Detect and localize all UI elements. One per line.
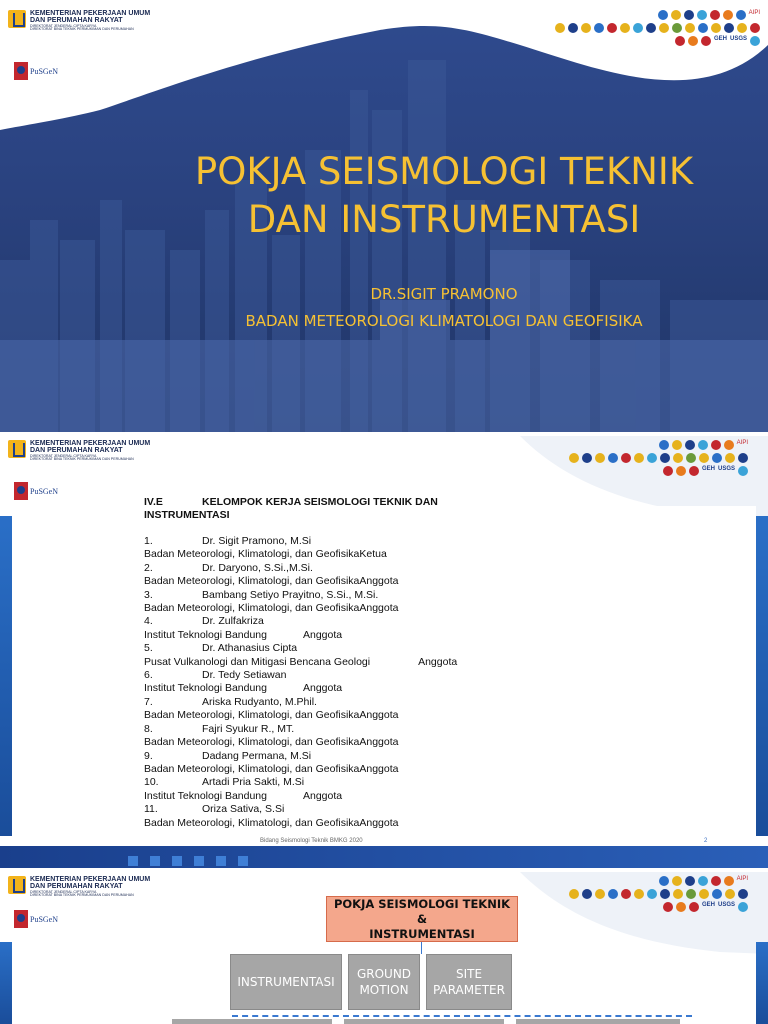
- ministry-name-line1: KEMENTERIAN PEKERJAAN UMUM: [30, 876, 151, 883]
- member-role: Anggota: [359, 816, 399, 829]
- section-title-line2: INSTRUMENTASI: [144, 508, 230, 521]
- slide-member-list: [0, 436, 768, 868]
- org-box-site-line1: SITE: [455, 967, 483, 981]
- pupr-logo: [8, 440, 150, 462]
- member-number: 9.: [144, 749, 153, 762]
- member-number: 11.: [144, 803, 158, 816]
- org-box-instrumentasi-label: INSTRUMENTASI: [237, 975, 335, 989]
- org-connector: [421, 942, 422, 954]
- member-name: Oriza Sativa, S.Si: [202, 803, 285, 816]
- member-name: Bambang Setiyo Prayitno, S.Si., M.Si.: [202, 588, 379, 601]
- right-accent-bar: [756, 942, 768, 1024]
- org-box-instrumentasi: [230, 954, 342, 1010]
- member-document: [144, 496, 604, 830]
- pusgen-emblem-icon: [14, 910, 28, 928]
- logo-label-usgs: USGS: [717, 902, 735, 908]
- member-organization: Badan Meteorologi, Klimatologi, dan Geofisika: [144, 816, 360, 829]
- member-row: [144, 642, 604, 655]
- logo-label-usgs: USGS: [729, 36, 747, 42]
- member-affiliation-row: [144, 709, 604, 722]
- pusgen-emblem-icon: [14, 482, 28, 500]
- member-number: 1.: [144, 535, 153, 547]
- member-organization: Badan Meteorologi, Klimatologi, dan Geofisika: [144, 575, 360, 588]
- ministry-name-line1: KEMENTERIAN PEKERJAAN UMUM: [30, 440, 151, 447]
- slide-title: [0, 0, 768, 432]
- member-affiliation-row: [144, 817, 604, 830]
- member-role: Anggota: [418, 655, 458, 668]
- org-box-sub-1: [172, 1019, 332, 1024]
- member-row: [144, 535, 604, 548]
- member-number: 6.: [144, 669, 153, 682]
- member-affiliation-row: [144, 575, 604, 588]
- section-title-line1: KELOMPOK KERJA SEISMOLOGI TEKNIK DAN: [202, 496, 438, 508]
- directorate-line1: DIREKTORAT JENDERAL CIPTA KARYA: [30, 23, 97, 28]
- title-line1: POKJA SEISMOLOGI TEKNIK: [194, 150, 694, 193]
- member-organization: Badan Meteorologi, Klimatologi, dan Geofisika: [144, 548, 360, 561]
- member-organization: Badan Meteorologi, Klimatologi, dan Geofisika: [144, 736, 360, 749]
- member-organization: Institut Teknologi Bandung: [144, 682, 267, 695]
- member-number: 10.: [144, 776, 159, 789]
- member-affiliation-row: [144, 602, 604, 615]
- member-role: Anggota: [359, 736, 399, 749]
- logo-label-aipi: AIPI: [748, 10, 760, 16]
- partner-logos: [555, 10, 760, 46]
- member-row: [144, 589, 604, 602]
- pusgen-label: PuSGeN: [30, 486, 59, 496]
- left-accent-bar: [0, 516, 12, 836]
- member-number: 4.: [144, 615, 153, 628]
- pupr-emblem-icon: [8, 876, 26, 894]
- member-number: 8.: [144, 722, 153, 735]
- slide-org-chart: [0, 872, 768, 1024]
- org-box-ground-motion: [348, 954, 420, 1010]
- logo-label-aipi: AIPI: [736, 440, 748, 446]
- logo-label-usgs: USGS: [717, 466, 735, 472]
- member-affiliation-row: [144, 736, 604, 749]
- member-organization: Badan Meteorologi, Klimatologi, dan Geofisika: [144, 762, 360, 775]
- member-role: Anggota: [359, 602, 399, 615]
- pusgen-logo: [14, 910, 58, 928]
- member-affiliation-row: [144, 548, 604, 561]
- directorate-line2: DIREKTORAT BINA TEKNIK PERMUKIMAN DAN PERUMAHAN: [30, 457, 134, 462]
- member-role: Anggota: [302, 789, 343, 802]
- slide-title-heading: [0, 148, 768, 244]
- org-box-ground-line1: GROUND: [356, 967, 412, 981]
- member-organization: Badan Meteorologi, Klimatologi, dan Geofisika: [144, 709, 360, 722]
- member-role: Anggota: [359, 762, 399, 775]
- member-affiliation-row: [144, 629, 604, 642]
- directorate-line2: DIREKTORAT BINA TEKNIK PERMUKIMAN DAN PERUMAHAN: [30, 893, 134, 898]
- ministry-name-line1: KEMENTERIAN PEKERJAAN UMUM: [30, 10, 151, 17]
- pupr-emblem-icon: [8, 10, 26, 28]
- member-row: [144, 615, 604, 628]
- member-affiliation-row: [144, 682, 604, 695]
- footer-text: Bidang Seismologi Teknik BMKG 2020: [260, 838, 363, 844]
- member-organization: Institut Teknologi Bandung: [144, 789, 267, 802]
- member-row: [144, 696, 604, 709]
- right-accent-bar: [756, 516, 768, 836]
- member-name: Dr. Tedy Setiawan: [202, 669, 287, 682]
- member-role: Ketua: [359, 548, 387, 561]
- member-name: Dadang Permana, M.Si: [202, 749, 312, 762]
- pusgen-label: PuSGeN: [30, 66, 59, 76]
- member-row: [144, 562, 604, 575]
- directorate-line2: DIREKTORAT BINA TEKNIK PERMUKIMAN DAN PERUMAHAN: [30, 27, 134, 32]
- section-number: IV.E: [144, 496, 163, 508]
- logo-label-geh: GEH: [701, 466, 715, 472]
- member-name: Dr. Daryono, S.Si.,M.Si.: [202, 561, 313, 574]
- page-number: 2: [704, 838, 708, 844]
- org-box-sub-2: [344, 1019, 504, 1024]
- pusgen-label: PuSGeN: [30, 914, 59, 924]
- member-name: Fajri Syukur R., MT.: [202, 722, 295, 735]
- directorate-line1: DIREKTORAT JENDERAL CIPTA KARYA: [30, 889, 97, 894]
- member-name: Dr. Sigit Pramono, M.Si: [202, 535, 312, 547]
- org-box-pokja-line1: POKJA SEISMOLOGI TEKNIK &: [333, 896, 511, 926]
- footer-bar: [0, 846, 768, 868]
- member-organization: Badan Meteorologi, Klimatologi, dan Geofisika: [144, 602, 360, 615]
- member-row: [144, 723, 604, 736]
- org-dashed-connector: [232, 1015, 692, 1017]
- member-number: 5.: [144, 642, 153, 655]
- author-name: DR.SIGIT PRAMONO: [370, 285, 518, 303]
- member-role: Anggota: [302, 682, 343, 695]
- member-organization: Institut Teknologi Bandung: [144, 628, 267, 641]
- member-name: Dr. Athanasius Cipta: [202, 642, 298, 655]
- org-box-ground-line2: MOTION: [359, 983, 409, 997]
- member-name: Ariska Rudyanto, M.Phil.: [202, 695, 317, 708]
- partner-logos: [569, 876, 748, 912]
- member-row: [144, 669, 604, 682]
- directorate-line1: DIREKTORAT JENDERAL CIPTA KARYA: [30, 453, 97, 458]
- org-box-sub-3: [516, 1019, 680, 1024]
- left-accent-bar: [0, 942, 12, 1024]
- section-heading: [144, 496, 604, 521]
- pusgen-emblem-icon: [14, 62, 28, 80]
- logo-label-geh: GEH: [701, 902, 715, 908]
- member-name: Artadi Pria Sakti, M.Si: [202, 776, 305, 789]
- logo-label-aipi: AIPI: [736, 876, 748, 882]
- pupr-emblem-icon: [8, 440, 26, 458]
- member-number: 7.: [144, 695, 153, 708]
- partner-logos: [569, 440, 748, 476]
- pupr-logo: [8, 876, 150, 898]
- pupr-logo: [8, 10, 150, 32]
- org-box-site-parameter: [426, 954, 512, 1010]
- pusgen-logo: [14, 62, 58, 80]
- footer-decoration: [128, 856, 248, 866]
- member-role: Anggota: [302, 628, 343, 641]
- member-affiliation-row: [144, 763, 604, 776]
- pusgen-logo: [14, 482, 58, 500]
- member-role: Anggota: [359, 575, 399, 588]
- org-box-pokja-line2: INSTRUMENTASI: [369, 926, 475, 941]
- member-row: [144, 776, 604, 789]
- ministry-name-line2: DAN PERUMAHAN RAKYAT: [30, 447, 123, 455]
- logo-label-geh: GEH: [713, 36, 727, 42]
- author-institution: BADAN METEOROLOGI KLIMATOLOGI DAN GEOFISIKA: [245, 312, 643, 330]
- member-affiliation-row: [144, 790, 604, 803]
- member-name: Dr. Zulfakriza: [202, 615, 264, 628]
- member-row: [144, 750, 604, 763]
- member-role: Anggota: [359, 709, 399, 722]
- org-box-pokja: [326, 896, 518, 942]
- member-row: [144, 803, 604, 816]
- member-number: 2.: [144, 561, 153, 574]
- member-number: 3.: [144, 588, 153, 601]
- title-line2: DAN INSTRUMENTASI: [247, 198, 641, 241]
- member-organization: Pusat Vulkanologi dan Mitigasi Bencana Geologi: [144, 655, 371, 668]
- org-box-site-line2: PARAMETER: [433, 983, 505, 997]
- member-list: [144, 535, 604, 830]
- member-affiliation-row: [144, 656, 604, 669]
- ministry-name-line2: DAN PERUMAHAN RAKYAT: [30, 883, 123, 891]
- ministry-name-line2: DAN PERUMAHAN RAKYAT: [30, 17, 123, 25]
